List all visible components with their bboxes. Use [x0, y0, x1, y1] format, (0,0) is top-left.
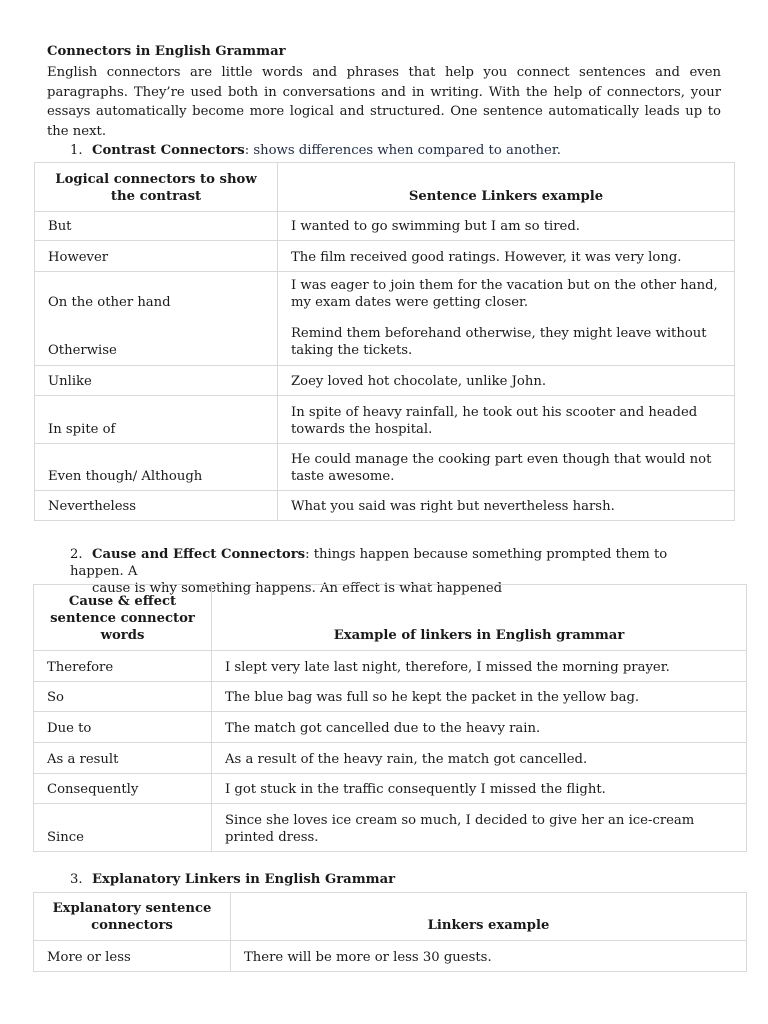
section-3-heading: [70, 871, 395, 888]
section-3-number: 3.: [70, 872, 83, 887]
table-row-merged: [35, 272, 735, 366]
connector-cell: Therefore: [34, 651, 212, 682]
table-row: [35, 491, 735, 521]
example-cell: Since she loves ice cream so much, I decided to give her an ice-cream printed dress.: [212, 804, 747, 852]
example-cell: I wanted to go swimming but I am so tired.: [278, 212, 735, 241]
example-cell: There will be more or less 30 guests.: [231, 941, 747, 972]
table-row: [34, 804, 747, 852]
section-1-number: 1.: [70, 143, 83, 158]
connector-cell: In spite of: [35, 396, 278, 444]
connector-cell: Due to: [34, 712, 212, 743]
table-header-row: [34, 893, 747, 941]
table-row: [34, 941, 747, 972]
example-cell: The match got cancelled due to the heavy rain.: [212, 712, 747, 743]
example-cell: He could manage the cooking part even though that would not taste awesome.: [278, 444, 735, 491]
column-header-connectors: Cause & effect sentence connector words: [34, 585, 212, 651]
connector-cell: Nevertheless: [35, 491, 278, 521]
table-row: [34, 774, 747, 804]
connector-cell: As a result: [34, 743, 212, 774]
connector-cell-group: [35, 272, 278, 366]
section-2-title: Cause and Effect Connectors: [92, 547, 306, 562]
contrast-connectors-table: [34, 162, 735, 521]
example-cell: As a result of the heavy rain, the match got cancelled.: [212, 743, 747, 774]
connector-cell: But: [35, 212, 278, 241]
table-row: [35, 444, 735, 491]
section-1-description: : shows differences when compared to another.: [244, 143, 561, 158]
table-row: [35, 241, 735, 272]
connector-cell: Since: [34, 804, 212, 852]
example-cell: Remind them beforehand otherwise, they might leave without taking the tickets.: [291, 326, 707, 358]
table-row: [34, 712, 747, 743]
example-cell: What you said was right but nevertheless harsh.: [278, 491, 735, 521]
example-cell: In spite of heavy rainfall, he took out his scooter and headed towards the hospital.: [278, 396, 735, 444]
explanatory-connectors-table: [33, 892, 747, 972]
connector-cell: Otherwise: [48, 343, 117, 358]
connector-cell: However: [35, 241, 278, 272]
connector-cell: So: [34, 682, 212, 712]
example-cell: Zoey loved hot chocolate, unlike John.: [278, 366, 735, 396]
connector-cell: Consequently: [34, 774, 212, 804]
column-header-connectors: Explanatory sentence connectors: [34, 893, 231, 941]
table-row: [35, 212, 735, 241]
table-header-row: [34, 585, 747, 651]
connector-cell: On the other hand: [48, 295, 171, 310]
example-cell: I was eager to join them for the vacation but on the other hand, my exam dates were getting closer.: [291, 278, 718, 310]
section-2-number: 2.: [70, 547, 83, 562]
cause-effect-connectors-table: [33, 584, 747, 852]
table-row: [34, 682, 747, 712]
column-header-examples: Example of linkers in English grammar: [212, 585, 747, 651]
example-cell: I slept very late last night, therefore, I missed the morning prayer.: [212, 651, 747, 682]
document-title: Connectors in English Grammar: [47, 44, 286, 59]
table-row: [35, 396, 735, 444]
column-header-examples: Linkers example: [231, 893, 747, 941]
connector-cell: More or less: [34, 941, 231, 972]
section-2-description-cont: cause is why something happens. An effect is what happened: [92, 581, 503, 596]
section-3-title: Explanatory Linkers in English Grammar: [92, 872, 396, 887]
column-header-examples: Sentence Linkers example: [278, 163, 735, 212]
section-2-description: : things happen because something prompted them to happen. A: [70, 547, 668, 579]
table-row: [34, 743, 747, 774]
example-cell: The blue bag was full so he kept the packet in the yellow bag.: [212, 682, 747, 712]
table-row: [34, 651, 747, 682]
section-1-heading: [70, 142, 561, 159]
connector-cell: Even though/ Although: [35, 444, 278, 491]
example-cell: The film received good ratings. However, it was very long.: [278, 241, 735, 272]
table-header-row: [35, 163, 735, 212]
example-cell: I got stuck in the traffic consequently I missed the flight.: [212, 774, 747, 804]
column-header-connectors: Logical connectors to show the contrast: [35, 163, 278, 212]
example-cell-group: [278, 272, 735, 366]
intro-paragraph: English connectors are little words and phrases that help you connect sentences and even paragraphs. They’re used both in conversations and in writing. With the help of connectors, your essays automatically become more logical and structured. One sentence automatically leads up to the next.: [47, 65, 721, 139]
table-row: [35, 366, 735, 396]
section-1-title: Contrast Connectors: [92, 143, 245, 158]
connector-cell: Unlike: [35, 366, 278, 396]
